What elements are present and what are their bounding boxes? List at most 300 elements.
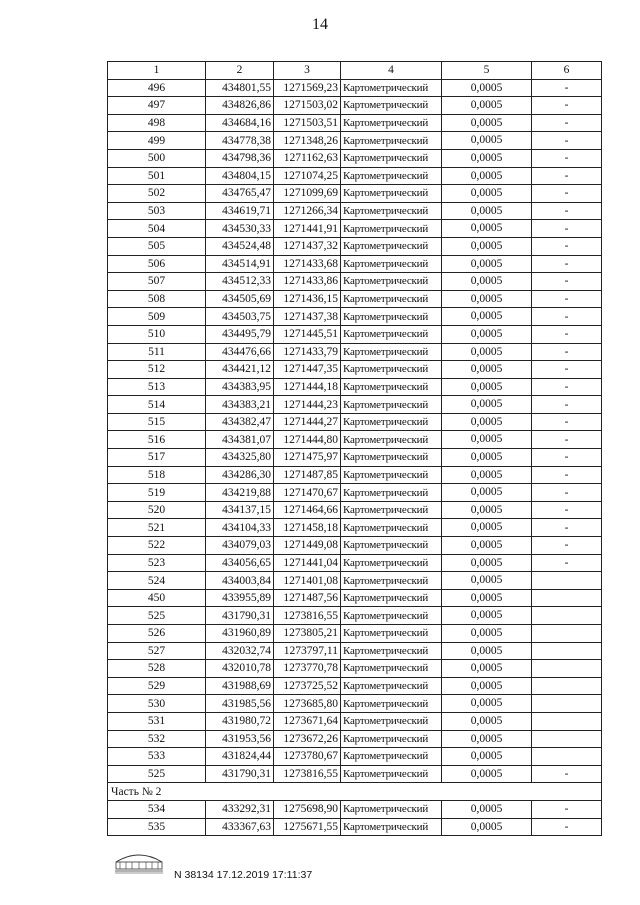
table-row [108, 185, 602, 203]
note-cell: - [532, 202, 602, 220]
coordinate-y-cell: 1271447,35 [274, 361, 341, 379]
coordinate-y-cell: 1275671,55 [274, 818, 341, 836]
coordinate-x-cell: 434495,79 [206, 325, 274, 343]
method-cell: Картометрический [341, 220, 442, 238]
point-number-cell: 519 [108, 484, 206, 502]
coordinate-y-cell: 1271444,23 [274, 396, 341, 414]
accuracy-cell: 0,0005 [442, 185, 532, 203]
table-row [108, 273, 602, 291]
table-row [108, 519, 602, 537]
coordinate-x-cell: 434524,48 [206, 237, 274, 255]
coordinate-y-cell: 1271401,08 [274, 572, 341, 590]
coordinate-y-cell: 1271433,86 [274, 273, 341, 291]
point-number-cell: 513 [108, 378, 206, 396]
table-row [108, 484, 602, 502]
accuracy-cell: 0,0005 [442, 748, 532, 766]
header-cell-2: 2 [206, 62, 274, 80]
table-row [108, 431, 602, 449]
table-row [108, 818, 602, 836]
coordinate-y-cell: 1273672,26 [274, 730, 341, 748]
accuracy-cell: 0,0005 [442, 730, 532, 748]
table-row [108, 695, 602, 713]
table-row [108, 537, 602, 555]
coordinate-y-cell: 1271266,34 [274, 202, 341, 220]
note-cell [532, 589, 602, 607]
point-number-cell: 504 [108, 220, 206, 238]
note-cell: - [532, 132, 602, 150]
point-number-cell: 534 [108, 800, 206, 818]
note-cell: - [532, 185, 602, 203]
table-row [108, 607, 602, 625]
coordinate-x-cell: 431980,72 [206, 712, 274, 730]
table-row [108, 748, 602, 766]
accuracy-cell: 0,0005 [442, 255, 532, 273]
coordinate-x-cell: 434826,86 [206, 97, 274, 115]
table-row [108, 237, 602, 255]
note-cell: - [532, 484, 602, 502]
coordinate-y-cell: 1271475,97 [274, 449, 341, 467]
coordinate-y-cell: 1271433,68 [274, 255, 341, 273]
header-cell-1: 1 [108, 62, 206, 80]
note-cell [532, 572, 602, 590]
method-cell: Картометрический [341, 800, 442, 818]
coordinate-x-cell: 433955,89 [206, 589, 274, 607]
method-cell: Картометрический [341, 202, 442, 220]
table-row [108, 449, 602, 467]
method-cell: Картометрический [341, 132, 442, 150]
method-cell: Картометрический [341, 167, 442, 185]
coordinate-x-cell: 434079,03 [206, 537, 274, 555]
coordinate-y-cell: 1275698,90 [274, 800, 341, 818]
accuracy-cell: 0,0005 [442, 607, 532, 625]
coordinate-y-cell: 1271162,63 [274, 149, 341, 167]
accuracy-cell: 0,0005 [442, 677, 532, 695]
coordinate-x-cell: 432032,74 [206, 642, 274, 660]
header-row [108, 62, 602, 80]
coordinate-x-cell: 434286,30 [206, 466, 274, 484]
header-cell-4: 4 [341, 62, 442, 80]
table-row [108, 625, 602, 643]
coordinate-y-cell: 1271487,85 [274, 466, 341, 484]
coordinate-y-cell: 1271449,08 [274, 537, 341, 555]
method-cell: Картометрический [341, 748, 442, 766]
method-cell: Картометрический [341, 114, 442, 132]
note-cell: - [532, 325, 602, 343]
point-number-cell: 533 [108, 748, 206, 766]
table-row [108, 413, 602, 431]
method-cell: Картометрический [341, 572, 442, 590]
note-cell: - [532, 237, 602, 255]
table-row [108, 572, 602, 590]
coordinate-y-cell: 1273780,67 [274, 748, 341, 766]
note-cell: - [532, 396, 602, 414]
coordinate-y-cell: 1273770,78 [274, 660, 341, 678]
coordinate-y-cell: 1273816,55 [274, 607, 341, 625]
method-cell: Картометрический [341, 554, 442, 572]
method-cell: Картометрический [341, 378, 442, 396]
point-number-cell: 521 [108, 519, 206, 537]
method-cell: Картометрический [341, 325, 442, 343]
table-body-part-2-rows [108, 800, 602, 835]
point-number-cell: 531 [108, 712, 206, 730]
table-row [108, 202, 602, 220]
note-cell: - [532, 273, 602, 291]
note-cell [532, 660, 602, 678]
method-cell: Картометрический [341, 695, 442, 713]
method-cell: Картометрический [341, 149, 442, 167]
point-number-cell: 526 [108, 625, 206, 643]
point-number-cell: 511 [108, 343, 206, 361]
registry-seal-icon [112, 850, 166, 874]
method-cell: Картометрический [341, 413, 442, 431]
coordinate-x-cell: 434476,66 [206, 343, 274, 361]
coordinate-x-cell: 434381,07 [206, 431, 274, 449]
note-cell: - [532, 431, 602, 449]
coordinate-x-cell: 431790,31 [206, 607, 274, 625]
table-row [108, 642, 602, 660]
registration-stamp-text: N 38134 17.12.2019 17:11:37 [174, 869, 313, 881]
point-number-cell: 498 [108, 114, 206, 132]
note-cell [532, 625, 602, 643]
method-cell: Картометрический [341, 625, 442, 643]
accuracy-cell: 0,0005 [442, 501, 532, 519]
coordinate-x-cell: 434798,36 [206, 149, 274, 167]
coordinate-y-cell: 1271487,56 [274, 589, 341, 607]
coordinate-y-cell: 1271464,66 [274, 501, 341, 519]
method-cell: Картометрический [341, 361, 442, 379]
point-number-cell: 529 [108, 677, 206, 695]
note-cell: - [532, 537, 602, 555]
accuracy-cell: 0,0005 [442, 572, 532, 590]
method-cell: Картометрический [341, 501, 442, 519]
method-cell: Картометрический [341, 519, 442, 537]
note-cell: - [532, 413, 602, 431]
point-number-cell: 496 [108, 79, 206, 97]
table-row [108, 255, 602, 273]
table-row [108, 149, 602, 167]
table-row [108, 132, 602, 150]
coordinate-y-cell: 1271470,67 [274, 484, 341, 502]
method-cell: Картометрический [341, 607, 442, 625]
accuracy-cell: 0,0005 [442, 818, 532, 836]
method-cell: Картометрический [341, 431, 442, 449]
accuracy-cell: 0,0005 [442, 466, 532, 484]
point-number-cell: 508 [108, 290, 206, 308]
header-cell-5: 5 [442, 62, 532, 80]
table-row [108, 308, 602, 326]
table-row [108, 114, 602, 132]
method-cell: Картометрический [341, 449, 442, 467]
coordinate-x-cell: 433292,31 [206, 800, 274, 818]
coordinate-x-cell: 434530,33 [206, 220, 274, 238]
point-number-cell: 503 [108, 202, 206, 220]
table-row [108, 290, 602, 308]
accuracy-cell: 0,0005 [442, 449, 532, 467]
coordinate-y-cell: 1271445,51 [274, 325, 341, 343]
note-cell: - [532, 114, 602, 132]
method-cell: Картометрический [341, 343, 442, 361]
accuracy-cell: 0,0005 [442, 396, 532, 414]
coordinate-x-cell: 434778,38 [206, 132, 274, 150]
note-cell: - [532, 466, 602, 484]
method-cell: Картометрический [341, 185, 442, 203]
table-row [108, 554, 602, 572]
method-cell: Картометрический [341, 818, 442, 836]
coordinate-y-cell: 1271348,26 [274, 132, 341, 150]
note-cell: - [532, 167, 602, 185]
accuracy-cell: 0,0005 [442, 202, 532, 220]
coordinate-x-cell: 434325,80 [206, 449, 274, 467]
method-cell: Картометрический [341, 97, 442, 115]
accuracy-cell: 0,0005 [442, 114, 532, 132]
coordinate-x-cell: 434219,88 [206, 484, 274, 502]
coordinate-y-cell: 1271074,25 [274, 167, 341, 185]
coordinate-y-cell: 1273816,55 [274, 765, 341, 783]
coordinate-y-cell: 1273805,21 [274, 625, 341, 643]
coordinate-y-cell: 1273797,11 [274, 642, 341, 660]
coordinate-x-cell: 431790,31 [206, 765, 274, 783]
coordinate-x-cell: 434503,75 [206, 308, 274, 326]
coordinate-x-cell: 434684,16 [206, 114, 274, 132]
accuracy-cell: 0,0005 [442, 325, 532, 343]
accuracy-cell: 0,0005 [442, 220, 532, 238]
accuracy-cell: 0,0005 [442, 413, 532, 431]
method-cell: Картометрический [341, 712, 442, 730]
note-cell: - [532, 255, 602, 273]
point-number-cell: 450 [108, 589, 206, 607]
accuracy-cell: 0,0005 [442, 484, 532, 502]
page-number: 14 [312, 16, 328, 33]
method-cell: Картометрический [341, 765, 442, 783]
accuracy-cell: 0,0005 [442, 273, 532, 291]
table-row [108, 97, 602, 115]
point-number-cell: 528 [108, 660, 206, 678]
accuracy-cell: 0,0005 [442, 132, 532, 150]
coordinate-x-cell: 431824,44 [206, 748, 274, 766]
note-cell: - [532, 818, 602, 836]
method-cell: Картометрический [341, 290, 442, 308]
coordinate-x-cell: 431985,56 [206, 695, 274, 713]
note-cell: - [532, 79, 602, 97]
note-cell: - [532, 378, 602, 396]
coordinate-x-cell: 431960,89 [206, 625, 274, 643]
method-cell: Картометрический [341, 537, 442, 555]
coordinate-x-cell: 434056,65 [206, 554, 274, 572]
note-cell: - [532, 149, 602, 167]
table-row [108, 396, 602, 414]
coordinate-y-cell: 1271099,69 [274, 185, 341, 203]
point-number-cell: 517 [108, 449, 206, 467]
coordinate-y-cell: 1271437,32 [274, 237, 341, 255]
note-cell: - [532, 501, 602, 519]
accuracy-cell: 0,0005 [442, 800, 532, 818]
table-row [108, 79, 602, 97]
coordinate-y-cell: 1273671,64 [274, 712, 341, 730]
accuracy-cell: 0,0005 [442, 308, 532, 326]
table-row [108, 660, 602, 678]
method-cell: Картометрический [341, 677, 442, 695]
part-label-row [108, 783, 602, 801]
coordinates-table [107, 61, 602, 836]
note-cell [532, 695, 602, 713]
part-label: Часть № 2 [108, 783, 602, 801]
coordinate-y-cell: 1271441,04 [274, 554, 341, 572]
accuracy-cell: 0,0005 [442, 537, 532, 555]
coordinate-y-cell: 1271441,91 [274, 220, 341, 238]
coordinate-y-cell: 1271569,23 [274, 79, 341, 97]
accuracy-cell: 0,0005 [442, 343, 532, 361]
table-row [108, 501, 602, 519]
accuracy-cell: 0,0005 [442, 765, 532, 783]
accuracy-cell: 0,0005 [442, 642, 532, 660]
coordinate-x-cell: 434804,15 [206, 167, 274, 185]
point-number-cell: 522 [108, 537, 206, 555]
table-row [108, 361, 602, 379]
method-cell: Картометрический [341, 660, 442, 678]
point-number-cell: 502 [108, 185, 206, 203]
table-row [108, 589, 602, 607]
note-cell: - [532, 308, 602, 326]
coordinate-x-cell: 434514,91 [206, 255, 274, 273]
accuracy-cell: 0,0005 [442, 589, 532, 607]
method-cell: Картометрический [341, 237, 442, 255]
point-number-cell: 506 [108, 255, 206, 273]
coordinate-y-cell: 1271444,80 [274, 431, 341, 449]
coordinate-y-cell: 1271437,38 [274, 308, 341, 326]
table-row [108, 730, 602, 748]
table-row [108, 800, 602, 818]
note-cell: - [532, 554, 602, 572]
header-cell-3: 3 [274, 62, 341, 80]
point-number-cell: 507 [108, 273, 206, 291]
point-number-cell: 500 [108, 149, 206, 167]
coordinate-x-cell: 434104,33 [206, 519, 274, 537]
note-cell [532, 730, 602, 748]
note-cell: - [532, 800, 602, 818]
point-number-cell: 516 [108, 431, 206, 449]
note-cell: - [532, 220, 602, 238]
method-cell: Картометрический [341, 255, 442, 273]
point-number-cell: 518 [108, 466, 206, 484]
accuracy-cell: 0,0005 [442, 554, 532, 572]
note-cell [532, 607, 602, 625]
coordinate-y-cell: 1271444,18 [274, 378, 341, 396]
coordinate-y-cell: 1271458,18 [274, 519, 341, 537]
method-cell: Картометрический [341, 79, 442, 97]
coordinate-y-cell: 1271433,79 [274, 343, 341, 361]
point-number-cell: 527 [108, 642, 206, 660]
coordinate-y-cell: 1271436,15 [274, 290, 341, 308]
note-cell: - [532, 290, 602, 308]
note-cell [532, 642, 602, 660]
point-number-cell: 535 [108, 818, 206, 836]
note-cell [532, 712, 602, 730]
table-row [108, 712, 602, 730]
point-number-cell: 499 [108, 132, 206, 150]
coordinate-x-cell: 434382,47 [206, 413, 274, 431]
method-cell: Картометрический [341, 396, 442, 414]
coordinate-y-cell: 1271444,27 [274, 413, 341, 431]
coordinate-x-cell: 434801,55 [206, 79, 274, 97]
table-row [108, 343, 602, 361]
table-row [108, 466, 602, 484]
point-number-cell: 525 [108, 607, 206, 625]
note-cell: - [532, 519, 602, 537]
accuracy-cell: 0,0005 [442, 660, 532, 678]
note-cell [532, 748, 602, 766]
point-number-cell: 530 [108, 695, 206, 713]
point-number-cell: 525 [108, 765, 206, 783]
note-cell [532, 677, 602, 695]
accuracy-cell: 0,0005 [442, 695, 532, 713]
point-number-cell: 509 [108, 308, 206, 326]
method-cell: Картометрический [341, 308, 442, 326]
table-row [108, 765, 602, 783]
coordinate-x-cell: 434137,15 [206, 501, 274, 519]
accuracy-cell: 0,0005 [442, 361, 532, 379]
coordinate-y-cell: 1271503,02 [274, 97, 341, 115]
accuracy-cell: 0,0005 [442, 167, 532, 185]
table-row [108, 378, 602, 396]
document-footer [112, 850, 412, 890]
point-number-cell: 501 [108, 167, 206, 185]
note-cell: - [532, 361, 602, 379]
method-cell: Картометрический [341, 589, 442, 607]
accuracy-cell: 0,0005 [442, 431, 532, 449]
coordinate-x-cell: 431953,56 [206, 730, 274, 748]
method-cell: Картометрический [341, 730, 442, 748]
table-body-part-2 [108, 783, 602, 801]
point-number-cell: 512 [108, 361, 206, 379]
coordinate-x-cell: 431988,69 [206, 677, 274, 695]
point-number-cell: 532 [108, 730, 206, 748]
coordinate-y-cell: 1271503,51 [274, 114, 341, 132]
coordinate-x-cell: 434619,71 [206, 202, 274, 220]
note-cell: - [532, 765, 602, 783]
coordinate-x-cell: 433367,63 [206, 818, 274, 836]
point-number-cell: 515 [108, 413, 206, 431]
accuracy-cell: 0,0005 [442, 290, 532, 308]
point-number-cell: 510 [108, 325, 206, 343]
coordinate-x-cell: 434421,12 [206, 361, 274, 379]
coordinate-x-cell: 432010,78 [206, 660, 274, 678]
note-cell: - [532, 97, 602, 115]
accuracy-cell: 0,0005 [442, 625, 532, 643]
point-number-cell: 505 [108, 237, 206, 255]
table-row [108, 167, 602, 185]
accuracy-cell: 0,0005 [442, 97, 532, 115]
method-cell: Картометрический [341, 642, 442, 660]
coordinate-x-cell: 434383,95 [206, 378, 274, 396]
accuracy-cell: 0,0005 [442, 237, 532, 255]
note-cell: - [532, 449, 602, 467]
coordinate-x-cell: 434003,84 [206, 572, 274, 590]
table-body-part-1 [108, 79, 602, 783]
note-cell: - [532, 343, 602, 361]
accuracy-cell: 0,0005 [442, 378, 532, 396]
header-cell-6: 6 [532, 62, 602, 80]
accuracy-cell: 0,0005 [442, 79, 532, 97]
point-number-cell: 520 [108, 501, 206, 519]
accuracy-cell: 0,0005 [442, 519, 532, 537]
point-number-cell: 524 [108, 572, 206, 590]
table-row [108, 220, 602, 238]
point-number-cell: 497 [108, 97, 206, 115]
coordinate-y-cell: 1273725,52 [274, 677, 341, 695]
coordinate-y-cell: 1273685,80 [274, 695, 341, 713]
table-row [108, 325, 602, 343]
method-cell: Картометрический [341, 466, 442, 484]
